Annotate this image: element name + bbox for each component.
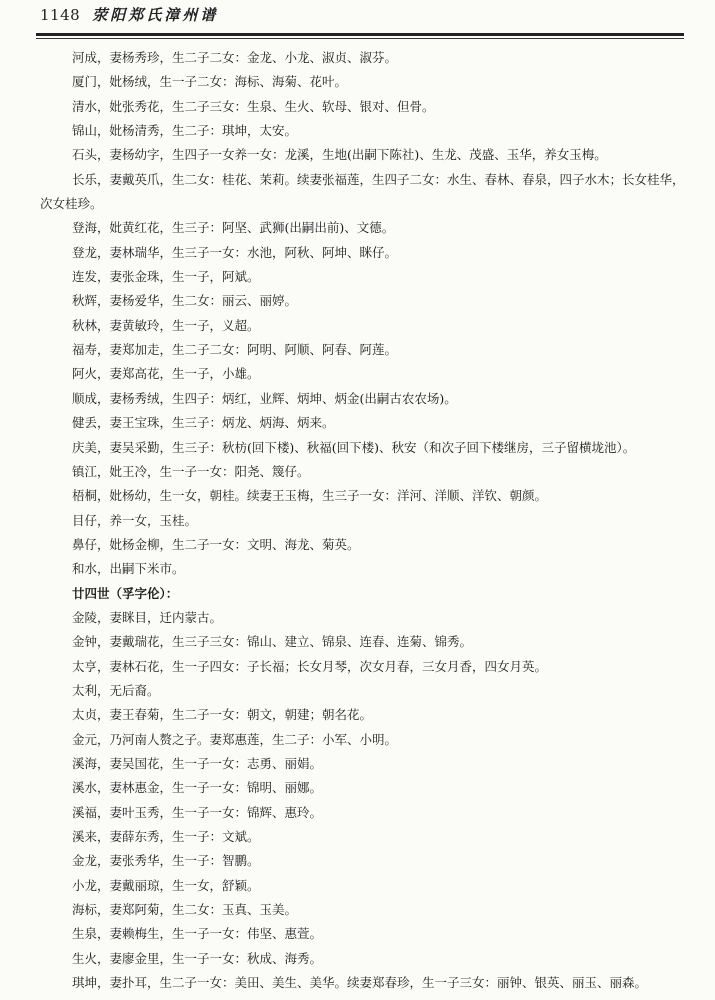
entry: 琪坤，妻扑耳，生二子一女：美田、美生、美华。续妻郑春珍，生一子三女：丽钟、银英、丽玉、丽森。 bbox=[72, 975, 648, 991]
entry: 溪海，妻吴国花，生一子一女：志勇、丽娟。 bbox=[72, 755, 323, 771]
genealogy-text bbox=[40, 46, 685, 995]
entry: 溪福，妻叶玉秀，生一子一女：锦辉、惠玲。 bbox=[72, 804, 323, 820]
entry: 长乐，妻戴英爪，生二女：桂花、茉莉。续妻张福莲，生四子二女：水生、春林、春泉，四子水木；长女桂华，次女桂珍。 bbox=[40, 171, 685, 212]
entry: 生火，妻廖金里，生一子一女：秋成、海秀。 bbox=[72, 950, 323, 966]
entry: 太贞，妻王春菊，生二子一女：朝文，朝建；朝名花。 bbox=[72, 707, 373, 723]
entry: 登龙，妻林瑞华，生三子一女：水池，阿秋、阿坤、眯仔。 bbox=[72, 244, 398, 260]
entry: 清水，妣张秀花，生二子三女：生泉、生火、软母、银对、但骨。 bbox=[72, 98, 435, 114]
entry: 健丢，妻王宝珠，生三子：炳龙、炳海、炳来。 bbox=[72, 415, 335, 431]
entry: 金龙，妻张秀华，生一子：智鹏。 bbox=[72, 853, 260, 869]
entry: 溪水，妻林惠金，生一子一女：锦明、丽娜。 bbox=[72, 780, 323, 796]
entry: 小龙，妻戴丽琼，生一女，舒颖。 bbox=[72, 877, 260, 893]
entry: 石头，妻杨幼字，生四子一女养一女：龙溪，生地(出嗣下陈社)、生龙、茂盛、玉华，养女玉梅。 bbox=[72, 147, 607, 163]
entry: 和水，出嗣下米市。 bbox=[72, 561, 185, 577]
entry: 阿火，妻郑高花，生一子，小雄。 bbox=[72, 366, 260, 382]
entry: 太利，无后裔。 bbox=[72, 682, 160, 698]
entry: 秋林，妻黄敏玲，生一子，义超。 bbox=[72, 317, 260, 333]
entry: 镇江，妣王冷，生一子一女：阳尧、篾仔。 bbox=[72, 463, 310, 479]
entry: 鼻仔，妣杨金柳，生二子一女：文明、海龙、菊英。 bbox=[72, 536, 360, 552]
entry: 庆美，妻吴采勤，生三子：秋枋(回下楼)、秋福(回下楼)、秋安（和次子回下楼继房，三子留横垅池）。 bbox=[72, 439, 636, 455]
generation-heading: 廿四世（孚字伦）： bbox=[72, 585, 179, 601]
entry: 河成，妻杨秀珍，生二子二女：金龙、小龙、淑贞、淑芬。 bbox=[72, 50, 398, 65]
entry: 金钟，妻戴瑞花，生三子三女：锦山、建立、锦泉、连春、连菊、锦秀。 bbox=[72, 634, 473, 650]
book-title: 荥阳郑氏漳州谱 bbox=[92, 6, 219, 24]
entry: 梧桐，妣杨幼，生一女，朝桂。续妻王玉梅，生三子一女：洋河、洋顺、洋钦、朝颜。 bbox=[72, 488, 548, 504]
entry: 连发，妻张金珠，生一子，阿斌。 bbox=[72, 269, 260, 285]
page-number: 1148 bbox=[40, 6, 81, 24]
entry: 顺成，妻杨秀绒，生四子：炳红，业辉、炳坤、炳金(出嗣古农农场)。 bbox=[72, 390, 457, 406]
entry: 福寿，妻郑加走，生二子二女：阿明、阿顺、阿春、阿莲。 bbox=[72, 342, 398, 358]
header-rule-thin bbox=[36, 38, 684, 39]
header-rule-thick bbox=[36, 33, 684, 36]
entry: 登海，妣黄红花，生三子：阿坚、武狮(出嗣出前)、文德。 bbox=[72, 220, 395, 236]
entry: 金元，乃河南人赘之子。妻郑惠莲，生二子：小军、小明。 bbox=[72, 731, 398, 747]
entry: 溪来，妻薛东秀，生一子：文斌。 bbox=[72, 829, 260, 844]
entry: 太亨，妻林石花，生一子四女：子长福；长女月琴，次女月春，三女月香，四女月英。 bbox=[72, 658, 548, 674]
entry: 厦门，妣杨绒，生一子二女：海标、海菊、花叶。 bbox=[72, 74, 348, 90]
entry: 生泉，妻赖梅生，生一子一女：伟坚、惠萱。 bbox=[72, 926, 323, 942]
entry: 海标，妻郑阿菊，生二女：玉真、玉美。 bbox=[72, 902, 298, 918]
entry: 目仔，养一女，玉桂。 bbox=[72, 512, 198, 528]
entry: 锦山，妣杨清秀，生二子：琪坤，太安。 bbox=[72, 123, 298, 139]
entry: 秋辉，妻杨爱华，生二女：丽云、丽婷。 bbox=[72, 293, 298, 309]
entry: 金陵，妻眯目，迁内蒙古。 bbox=[72, 609, 223, 625]
running-header bbox=[40, 4, 680, 30]
